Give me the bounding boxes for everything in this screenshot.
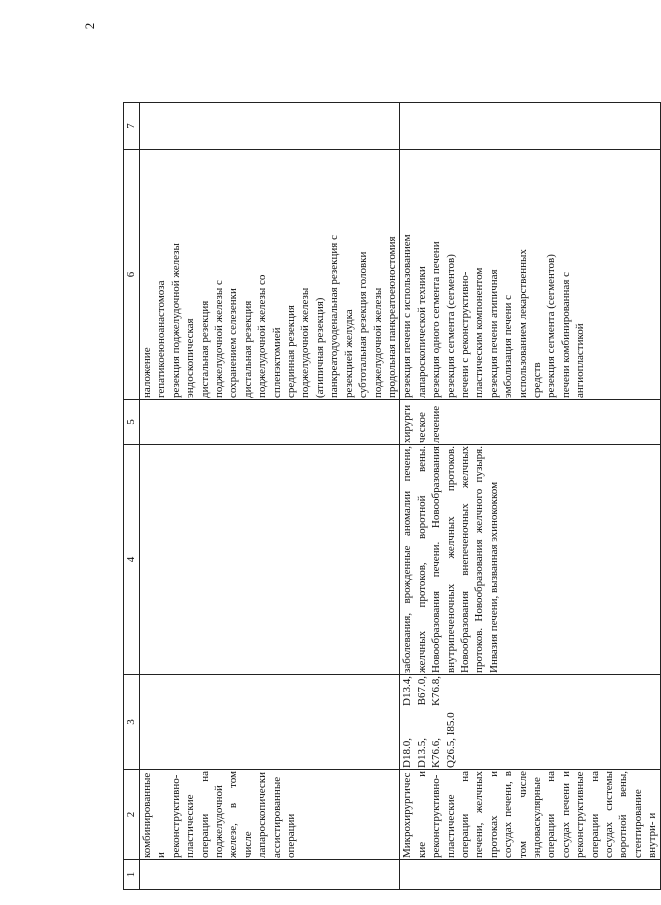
row2-diagnosis-text: заболевания, врожденные аномалии печени, желчных протоков, воротной вены. Новообразования печени. Новообразования внутрипеченочных желчных протоков. Новообразования внепеченочных желчных протоков. Новообразования желчного пузыря. Инвазия печени, вызванная эхинококком	[401, 446, 500, 673]
header-row	[124, 103, 140, 890]
row2-col7	[400, 103, 660, 150]
method-line: печени комбинированная с	[559, 271, 572, 398]
method-line: гепатикоеюноанастомоза	[155, 280, 168, 398]
row1-icd-codes	[140, 675, 400, 770]
header-col-3: 3	[124, 675, 140, 770]
table-row	[400, 103, 660, 890]
method-line: использованием лекарственных	[516, 249, 529, 398]
row1-methods	[140, 150, 400, 400]
row1-operation-group: комбинированные и реконструктивно-пластические операции на поджелудочной железе, в том числе лапароскопически ассистированные операции	[140, 770, 400, 860]
method-line: спленэктомией	[270, 327, 283, 398]
method-line: панкреатодуоденальная резекция с	[328, 235, 341, 398]
header-col-2: 2	[124, 770, 140, 860]
method-line: эндоскопическая	[184, 318, 197, 398]
page-number: 2	[82, 22, 97, 30]
method-line: резекция сегмента (сегментов)	[545, 254, 558, 398]
row1-col7	[140, 103, 400, 150]
method-line: резекция печени атипичная	[487, 269, 500, 398]
method-line: резекция одного сегмента печени	[430, 241, 443, 398]
method-line: средств	[530, 362, 543, 398]
method-line: поджелудочной железы со	[256, 274, 269, 398]
method-line: ангиопластикой	[574, 323, 587, 398]
method-line: резекция печени с использованием	[401, 234, 414, 398]
row2-col1	[400, 860, 660, 890]
row1-diagnosis	[140, 445, 400, 675]
method-line: продольная панкреатоеюностомия	[385, 236, 398, 398]
row1-treatment-type	[140, 400, 400, 445]
header-col-7: 7	[124, 103, 140, 150]
row2-methods	[400, 150, 660, 400]
method-line: резекцией желудка	[342, 309, 355, 398]
row1-col1	[140, 860, 400, 890]
method-line: пластическим компонентом	[473, 267, 486, 398]
method-line: резекция поджелудочной железы	[169, 243, 182, 398]
method-line: лапароскопической техники	[415, 266, 428, 398]
method-line: (атипичная резекция)	[313, 297, 326, 398]
method-line: наложение	[141, 347, 153, 398]
row2-operation-group: Микрохирургические и реконструктивно-пластические операции на печени, желчных протоках и сосудах печени, в том числе эндоваскулярные операции на сосудах печени и реконструктивные операции на сосудах системы воротной вены, стентирование внутри- и	[401, 771, 659, 858]
procedures-table	[123, 102, 661, 890]
row2-treatment-type: хирургическое лечение	[400, 400, 660, 445]
table-row	[140, 103, 400, 890]
method-line: срединная резекция	[285, 305, 298, 398]
method-line: печени с реконструктивно-	[458, 271, 471, 398]
method-line: дистальная резекция	[241, 300, 254, 398]
method-line: поджелудочной железы	[371, 287, 384, 398]
method-line: поджелудочной железы с	[213, 280, 226, 398]
method-line: эмболизация печени с	[502, 294, 515, 398]
header-col-1: 1	[124, 860, 140, 890]
method-line: резекция сегмента (сегментов)	[444, 254, 457, 398]
header-col-4: 4	[124, 445, 140, 675]
header-col-5: 5	[124, 400, 140, 445]
row2-diagnosis	[400, 445, 660, 675]
method-line: поджелудочной железы	[299, 287, 312, 398]
method-line: дистальная резекция	[198, 300, 211, 398]
method-line: субтотальная резекция головки	[357, 251, 370, 398]
method-line: сохранением селезенки	[227, 288, 240, 398]
row2-icd-codes: D18.0, D13.4, D13.5, B67.0, K76.6, K76.8, Q26.5, I85.0	[400, 675, 660, 770]
header-col-6: 6	[124, 150, 140, 400]
